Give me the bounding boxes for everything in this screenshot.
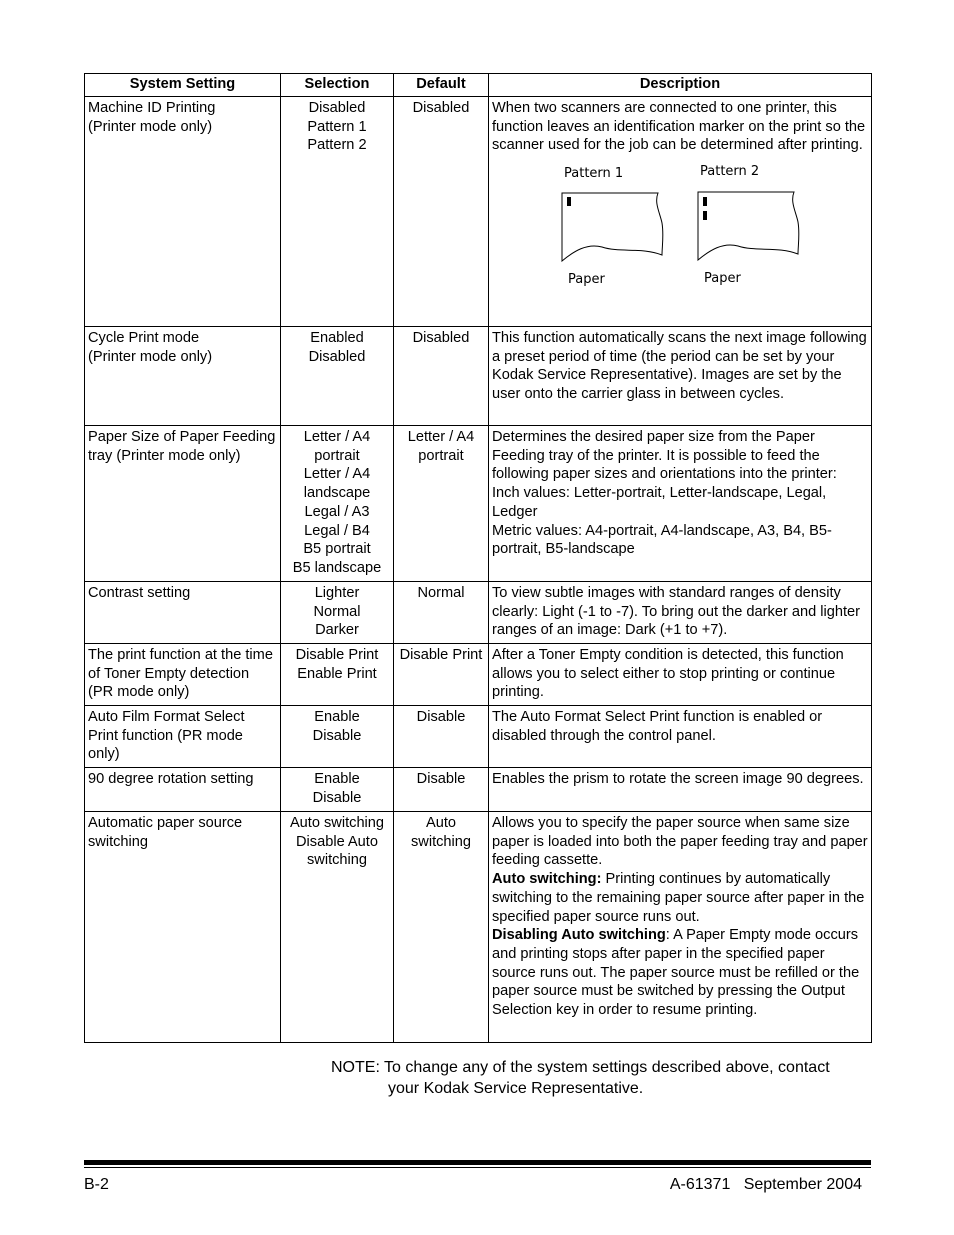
default-cell: Disable xyxy=(394,706,489,768)
description-cell: Determines the desired paper size from the Paper Feeding tray of the printer. It is possible to feed the following paper sizes and orientations into the printer: Inch values: Letter-portrait, Letter-landscape, Legal, Ledger Metric values: A4-portrait, A4-landscape, A3, B4, B5-portrait, B5-landscape xyxy=(489,426,872,582)
system-settings-table xyxy=(84,73,872,1043)
description-cell: To view subtle images with standard ranges of density clearly: Light (-1 to -7). To bring out the darker and lighter ranges of an image: Dark (+1 to +7). xyxy=(489,582,872,644)
setting-cell: Automatic paper source switching xyxy=(85,812,281,1043)
header-selection: Selection xyxy=(281,74,394,97)
paper-2-label: Paper xyxy=(704,271,741,287)
auto-switching-paragraph: Auto switching: Printing continues by automatically switching to the remaining paper source after paper in the specified paper source runs out. xyxy=(492,871,865,925)
note-line-1: NOTE: To change any of the system settings described above, contact xyxy=(331,1059,830,1076)
header-default: Default xyxy=(394,74,489,97)
default-cell: Disable Print xyxy=(394,644,489,706)
paper-pattern-1 xyxy=(562,193,663,261)
header-description: Description xyxy=(489,74,872,97)
default-cell: Auto switching xyxy=(394,812,489,1043)
header-system-setting: System Setting xyxy=(85,74,281,97)
description-cell: The Auto Format Select Print function is enabled or disabled through the control panel. xyxy=(489,706,872,768)
note-line-2: your Kodak Service Representative. xyxy=(388,1080,644,1097)
selection-cell: Disable Print Enable Print xyxy=(281,644,394,706)
description-cell: Allows you to specify the paper source when same size paper is loaded into both the paper feeding tray and paper feeding cassette. Auto switching: Printing continues by automatically switching to the remaining paper source after paper in the specified paper source runs out. Disabling Auto switching: A Paper Empty mode occurs and printing stops after paper in the specified paper source runs out. The paper source must be refilled or the paper source must be switched by pressing the Output Selection key in order to resume printing. xyxy=(489,812,872,1043)
page-number: B-2 xyxy=(84,1176,109,1193)
table-row xyxy=(85,327,872,426)
default-cell: Disable xyxy=(394,768,489,812)
selection-cell: Auto switching Disable Auto switching xyxy=(281,812,394,1043)
machine-id-pattern-figure xyxy=(492,155,868,298)
default-cell: Normal xyxy=(394,582,489,644)
pattern-1-label: Pattern 1 xyxy=(564,166,624,182)
paper-pattern-illustration xyxy=(492,155,869,298)
table-row xyxy=(85,582,872,644)
paper-pattern-2 xyxy=(698,192,799,260)
footer-rule-thick xyxy=(84,1160,871,1165)
footer-rule-thin xyxy=(84,1167,871,1168)
setting-cell: Cycle Print mode (Printer mode only) xyxy=(85,327,281,426)
description-cell: When two scanners are connected to one printer, this function leaves an identification marker on the print so the scanner used for the job can be determined after printing. Pattern 1 Pattern 2 Paper Paper xyxy=(489,97,872,327)
table-row xyxy=(85,644,872,706)
selection-cell: Enable Disable xyxy=(281,706,394,768)
table-row xyxy=(85,768,872,812)
setting-cell: Machine ID Printing (Printer mode only) xyxy=(85,97,281,327)
setting-cell: Contrast setting xyxy=(85,582,281,644)
table-row xyxy=(85,426,872,582)
table-row xyxy=(85,706,872,768)
description-cell: Enables the prism to rotate the screen image 90 degrees. xyxy=(489,768,872,812)
setting-cell: Auto Film Format Select Print function (PR mode only) xyxy=(85,706,281,768)
selection-cell: Enable Disable xyxy=(281,768,394,812)
selection-cell: Disabled Pattern 1 Pattern 2 xyxy=(281,97,394,327)
selection-cell: Letter / A4 portrait Letter / A4 landscape Legal / A3 Legal / B4 B5 portrait B5 landscape xyxy=(281,426,394,582)
description-cell: After a Toner Empty condition is detected, this function allows you to select either to stop printing or continue printing. xyxy=(489,644,872,706)
table-header-row xyxy=(85,74,872,97)
table-row xyxy=(85,97,872,327)
description-cell: This function automatically scans the next image following a preset period of time (the period can be set by your Kodak Service Representative). Images are set by the user onto the carrier glass in between cycles. xyxy=(489,327,872,426)
default-cell: Letter / A4 portrait xyxy=(394,426,489,582)
selection-cell: Lighter Normal Darker xyxy=(281,582,394,644)
pattern-2-label: Pattern 2 xyxy=(700,164,760,180)
table-row xyxy=(85,812,872,1043)
document-id-date: A-61371 September 2004 xyxy=(669,1176,862,1193)
default-cell: Disabled xyxy=(394,327,489,426)
setting-cell: The print function at the time of Toner Empty detection (PR mode only) xyxy=(85,644,281,706)
setting-cell: 90 degree rotation setting xyxy=(85,768,281,812)
disabling-auto-switching-paragraph: Disabling Auto switching: A Paper Empty mode occurs and printing stops after paper in the specified paper source runs out. The paper source must be refilled or the paper source must be switched by pressing the Output Selection key in order to resume printing. xyxy=(492,927,860,1019)
setting-cell: Paper Size of Paper Feeding tray (Printer mode only) xyxy=(85,426,281,582)
selection-cell: Enabled Disabled xyxy=(281,327,394,426)
paper-1-label: Paper xyxy=(568,272,605,288)
default-cell: Disabled xyxy=(394,97,489,327)
note xyxy=(331,1057,871,1099)
